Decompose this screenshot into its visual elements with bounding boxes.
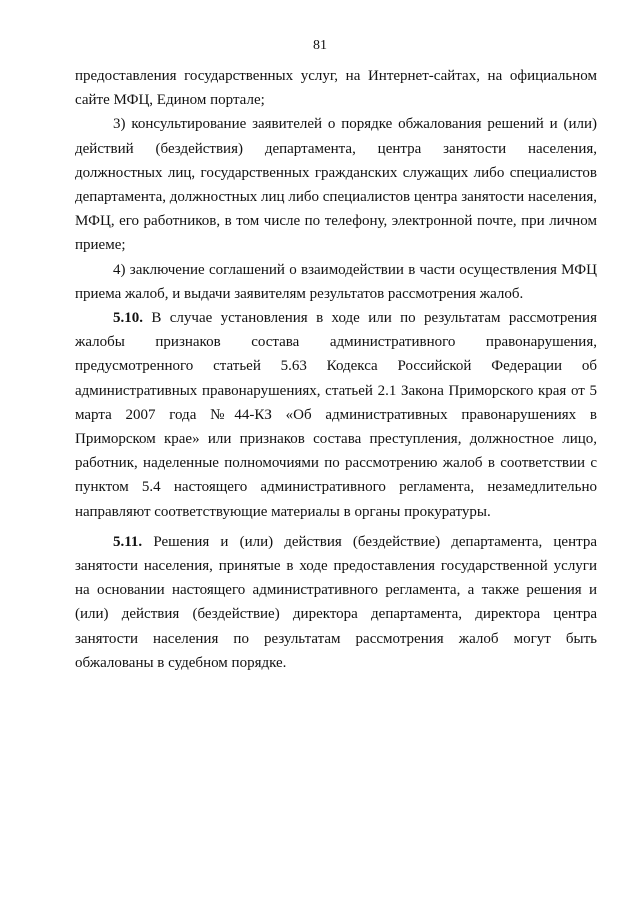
paragraph-text: 4) заключение соглашений о взаимодействии в части осуществления МФЦ приема жалоб, и выдачи заявителям результатов рассмотрения жалоб. xyxy=(75,261,597,302)
page-number: 81 xyxy=(313,38,327,53)
paragraph-text: 3) консультирование заявителей о порядке обжалования решений и (или) действий (бездействия) департамента, центра занятости населения, должностных лиц, государственных гражданских служащих либо специалистов департамента, должностных лиц либо специалистов центра занятости населения, МФЦ, его работников, в том числе по телефону, электронной почте, при личном приеме; xyxy=(75,116,597,254)
document-body xyxy=(75,64,597,675)
paragraph-continuation xyxy=(75,64,597,112)
paragraph-item-3 xyxy=(75,112,597,257)
section-number: 5.10. xyxy=(113,310,143,327)
paragraph-item-4 xyxy=(75,258,597,306)
paragraph-section-5-10 xyxy=(75,306,597,524)
paragraph-section-5-11 xyxy=(75,530,597,675)
section-number: 5.11. xyxy=(113,533,143,550)
paragraph-text: В случае установления в ходе или по результатам рассмотрения жалобы признаков состава административного правонарушения, предусмотренного статьей 5.63 Кодекса Российской Федерации об административных правонарушениях, статьей 2.1 Закона Приморского края от 5 марта 2007 года №44-КЗ «Об административных правонарушениях в Приморском крае» или признаков состава преступления, должностное лицо, работник, наделенные полномочиями по рассмотрению жалоб в соответствии с пунктом 5.4 настоящего административного регламента, незамедлительно направляют соответствующие материалы в органы прокуратуры. xyxy=(75,310,597,520)
paragraph-text: предоставления государственных услуг, на Интернет-сайтах, на официальном сайте МФЦ, Едином портале; xyxy=(75,68,597,109)
paragraph-text: Решения и (или) действия (бездействие) департамента, центра занятости населения, принятые в ходе предоставления государственной услуги на основании настоящего административного регламента, а также решения и (или) действия (бездействие) директора департамента, директора центра занятости населения по результатам рассмотрения жалоб могут быть обжалованы в судебном порядке. xyxy=(75,533,597,671)
